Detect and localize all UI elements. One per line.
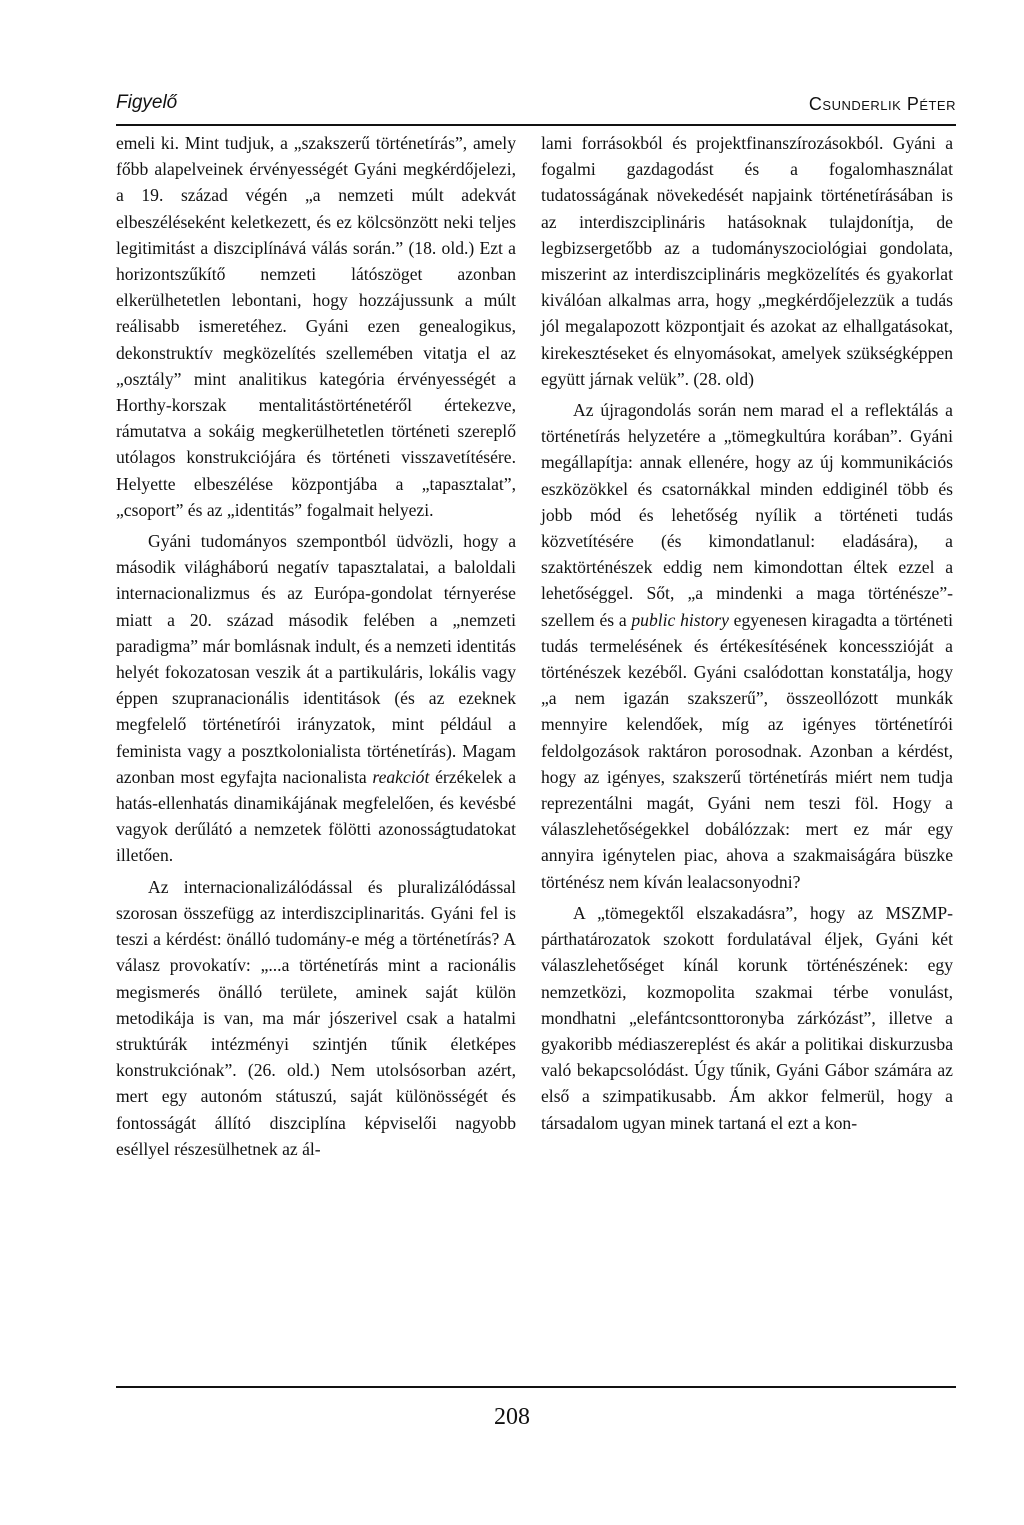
paragraph: Gyáni tudományos szempontból üdvözli, hogy a második világháború negatív tapasztalatai, a baloldali internacionalizmus és az Európa-gondolat térnyerése miatt a 20. század második felében a „nemzeti paradigma” már bomlásnak indult, és a nemzeti identitás helyét fokozatosan veszik át a partikuláris, lokális vagy éppen szupranacionális identitások (és az ezeknek megfelelő történetírói irányzatok, mint például a feminista vagy a posztkolonialista történetírás). Magam azonban most egyfajta nacionalista reakciót érzékelek a hatás-ellenhatás dinamikájának megfelelően, és kevésbé vagyok derűlátó a nemzetek fölötti azonosságtudatokat illetően. [116, 531, 516, 866]
author-name: Csunderlik Péter [808, 94, 956, 114]
footer-rule [116, 1386, 956, 1388]
paragraph: Az újragondolás során nem marad el a reflektálás a történetírás helyzetére a „tömegkultúra korában”. Gyáni megállapítja: annak ellenére, hogy az új kommunikációs eszközökkel és csatornákkal minden eddiginél több és jobb mód és lehetőség nyílik a történeti tudás közvetítésére (és kimondatlanul: eladására), a szaktörténészek eddig nem kimondottan éltek ezzel a lehetőséggel. Sőt, „a mindenki a maga történésze”-szellem és a public history egyenesen kiragadta a történeti tudás termelésének és értékesítésének koncesszióját a történészek kezéből. Gyáni csalódottan konstatálja, hogy „a nem igazán szakszerű”, összeollózott munkák mennyire kelendőek, míg az igényes történetírói feldolgozások raktáron porosodnak. Azonban a kérdést, hogy az igényes, szakszerű történetírás miért nem tudja reprezentálni magát, Gyáni nem teszi föl. Hogy a válaszlehetőségekkel dobálózzak: mert ez már egy annyira igénytelen piac, ahova a szakmaiságára büszke történész nem kíván lealacsonyodni? [541, 400, 953, 892]
paragraph: A „tömegektől elszakadásra”, hogy az MSZMP-párthatározatok szokott fordulatával éljek, Gyáni két válaszlehetőséget kínál korunk történészének: egy nemzetközi, kozmopolita szakmai térbe vonulást, mondhatni „elefántcsonttoronyba zárkózást”, illetve a gyakoribb médiaszereplést és akár a politikai diskurzusba való bekapcsolódást. Úgy tűnik, Gyáni Gábor számára az első a szimpatikusabb. Ám akkor felmerül, hogy a társadalom ugyan minek tartaná el ezt a kon- [541, 902, 953, 1133]
page-number: 208 [494, 1404, 530, 1430]
left-column [116, 130, 516, 1162]
running-header [116, 90, 956, 126]
right-column [541, 130, 953, 1136]
paragraph: emeli ki. Mint tudjuk, a „szakszerű történetírás”, amely főbb alapelveinek érvényességét Gyáni megkérdőjelezi, a 19. század végén „a nemzeti múlt adekvát elbeszéléseként keletkezett, és ez kölcsönzött neki teljes legitimitást a diszciplínává válás során.” (18. old.) Ezt a horizontszűkítő nemzeti látószöget azonban elkerülhetetlen lebontani, hogy hozzájussunk a múlt reálisabb ismeretéhez. Gyáni ezen genealogikus, dekonstruktív megközelítés szellemében vitatja el az „osztály” mint analitikus kategória érvényességét a Horthy-korszak mentalitástörténetéről értekezve, rámutatva a sokáig megkerülhetetlen történeti szereplő utólagos konstrukciójára és történeti visszavetítésére. Helyette elbeszélése központjába a „tapasztalat”, „csoport” és az „identitás” fogalmait helyezi. [116, 133, 516, 520]
italic-term: public history [631, 609, 729, 630]
italic-term: reakciót [372, 766, 430, 787]
paragraph: lami forrásokból és projektfinanszírozásokból. Gyáni a fogalmi gazdagodást és a fogalomhasználat tudatosságának növekedését napjaink történetírásában is az interdiszciplináris hatásoknak tulajdonítja, de legbizsergetőbb az a tudományszociológiai gondolata, miszerint az interdiszciplináris megközelítés és gyakorlat kiválóan alkalmas arra, hogy „megkérdőjelezzük a tudás jól megalapozott központjait és azokat az elhallgatásokat, kirekesztéseket és elnyomásokat, amelyek szükségképpen együtt járnak velük”. (28. old) [541, 133, 953, 389]
paragraph: Az internacionalizálódással és pluralizálódással szorosan összefügg az interdiszciplinaritás. Gyáni fel is teszi a kérdést: önálló tudomány-e még a történetírás? A válasz provokatív: „...a történetírás mint a racionális megismerés önálló területe, aminek saját külön metodikája is van, ma már jószerivel csak a hatalmi struktúrák intézményi szintjén tűnik életképes konstrukciónak”. (26. old.) Nem utolsósorban azért, mert egy autonóm státuszú, saját különösségét és fontosságát állító diszciplína képviselői nagyobb eséllyel részesülhetnek az ál- [116, 876, 516, 1159]
section-title: Figyelő [116, 92, 178, 113]
